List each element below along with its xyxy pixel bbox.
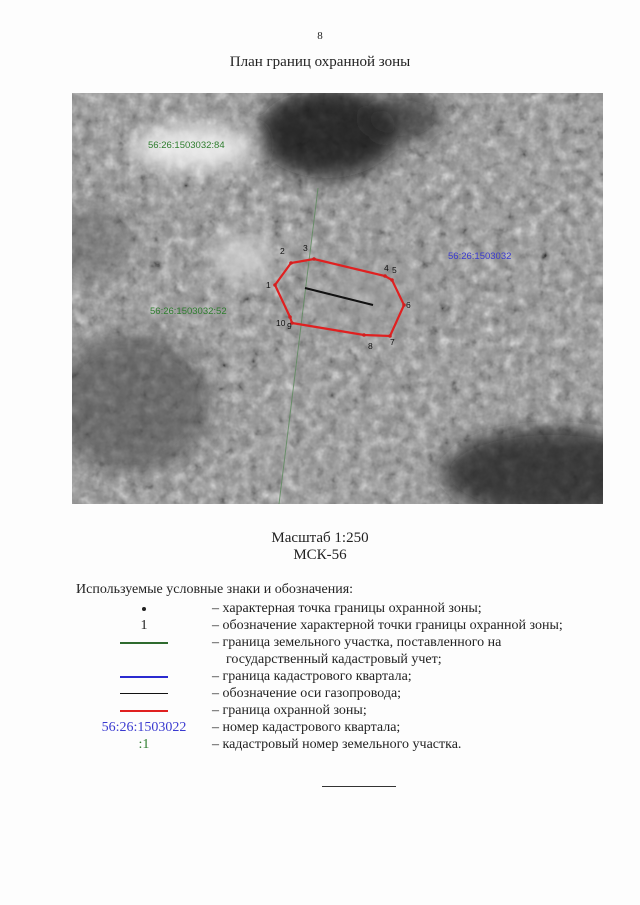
quarter-number-symbol: 56:26:1503022 (101, 719, 187, 735)
legend-item (76, 634, 616, 668)
quarter-border-symbol-icon (120, 676, 168, 678)
point-label-4: 4 (384, 263, 389, 273)
legend-text: – кадастровый номер земельного участка. (212, 737, 462, 752)
legend-item (76, 736, 616, 753)
point-number-symbol: 1 (140, 617, 148, 633)
page-number: 8 (317, 30, 323, 42)
point-label-1: 1 (266, 280, 271, 290)
point-label-6: 6 (406, 300, 411, 310)
legend-item (76, 685, 616, 702)
parcel-number-52: 56:26:1503032:52 (150, 306, 227, 317)
legend-text: – граница охранной зоны; (212, 703, 367, 718)
legend-text: – граница земельного участка, поставленного на государственный кадастровый учет; (212, 635, 502, 667)
point-label-9: 9 (287, 321, 292, 331)
legend-item (76, 668, 616, 685)
parcel-border-symbol-icon (120, 642, 168, 644)
legend-text: – характерная точка границы охранной зоны; (212, 601, 482, 616)
point-label-5: 5 (392, 265, 397, 275)
parcel-number-84: 56:26:1503032:84 (148, 140, 225, 151)
boundary-plan-map (72, 93, 603, 504)
pipeline-axis-symbol-icon (120, 693, 168, 694)
zone-border-symbol-icon (120, 710, 168, 712)
legend-text: – обозначение характерной точки границы охранной зоны; (212, 618, 563, 633)
legend (76, 600, 616, 753)
point-label-7: 7 (390, 337, 395, 347)
legend-item (76, 719, 616, 736)
map-image (72, 93, 603, 504)
legend-text: – обозначение оси газопровода; (212, 686, 402, 701)
legend-text: – номер кадастрового квартала; (212, 720, 401, 735)
legend-item (76, 702, 616, 719)
legend-heading: Используемые условные знаки и обозначения: (76, 582, 354, 597)
scale-text: Масштаб 1:250 (271, 530, 369, 546)
legend-text: – граница кадастрового квартала; (212, 669, 412, 684)
quarter-number: 56:26:1503032 (448, 251, 512, 262)
parcel-number-symbol: :1 (138, 736, 150, 752)
point-label-3: 3 (303, 243, 308, 253)
legend-item (76, 600, 616, 617)
point-label-10: 10 (276, 318, 286, 328)
end-separator (322, 786, 396, 787)
point-label-2: 2 (280, 246, 285, 256)
point-label-8: 8 (368, 341, 373, 351)
coordinate-system: МСК-56 (293, 547, 347, 563)
page-title: План границ охранной зоны (229, 54, 411, 70)
point-symbol-icon (142, 607, 146, 611)
scale-block (0, 530, 640, 564)
legend-item (76, 617, 616, 634)
